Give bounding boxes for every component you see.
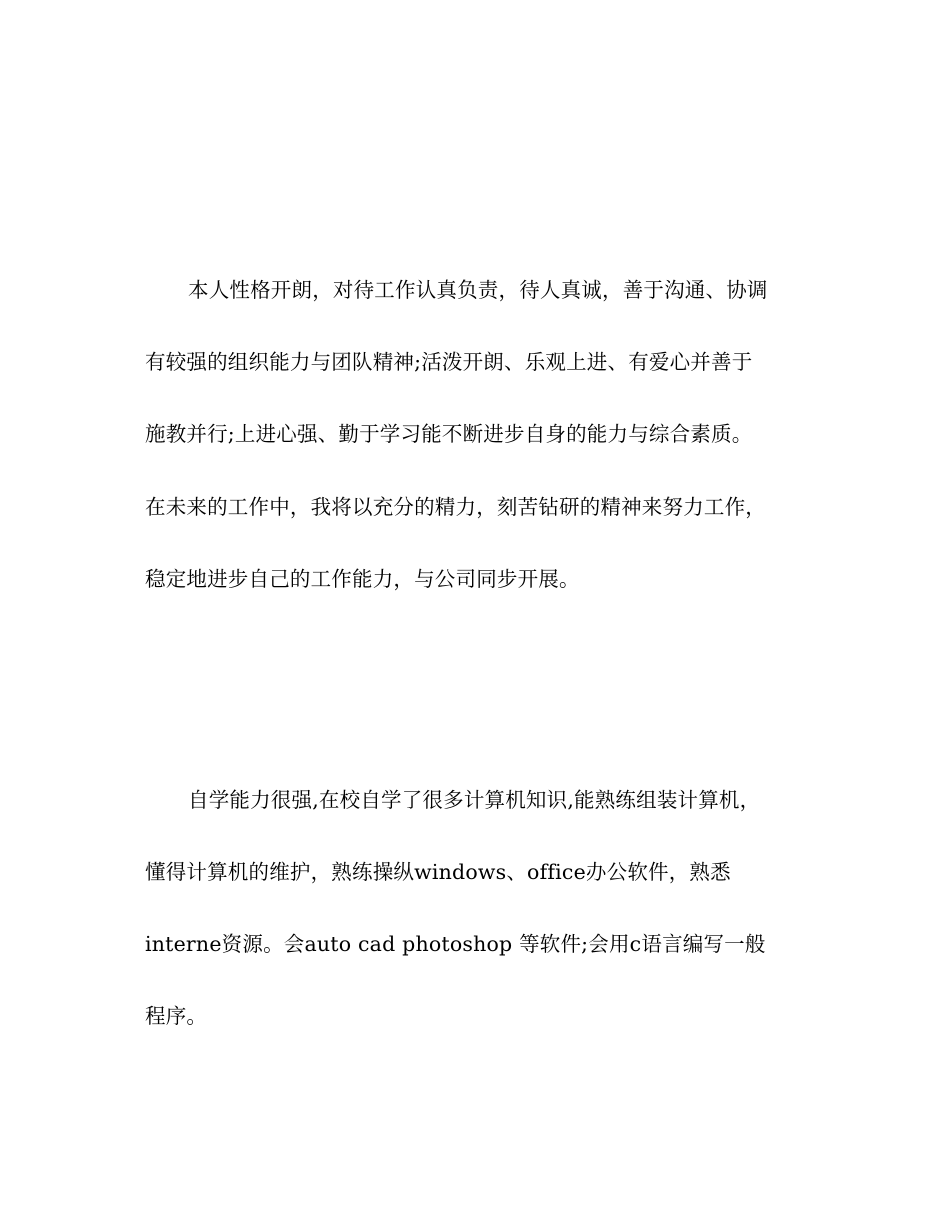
paragraph-line: 自学能力很强,在校自学了很多计算机知识,能熟练组装计算机， [188,788,761,812]
paragraph-line: 施教并行;上进心强、勤于学习能不断进步自身的能力与综合素质。 [145,422,753,446]
paragraph-line: 懂得计算机的维护，熟练操纵windows、office办公软件，熟悉 [145,860,731,884]
paragraph-line: 本人性格开朗，对待工作认真负责，待人真诚，善于沟通、协调 [188,278,768,302]
paragraph-line: 有较强的组织能力与团队精神;活泼开朗、乐观上进、有爱心并善于 [145,350,753,374]
paragraph-line: 程序。 [145,1004,208,1028]
paragraph-line: 在未来的工作中，我将以充分的精力，刻苦钻研的精神来努力工作， [145,495,766,519]
paragraph-line: interne资源。会auto cad photoshop 等软件;会用c语言编写一般 [145,932,766,956]
paragraph-line: 稳定地进步自己的工作能力，与公司同步开展。 [145,567,580,591]
